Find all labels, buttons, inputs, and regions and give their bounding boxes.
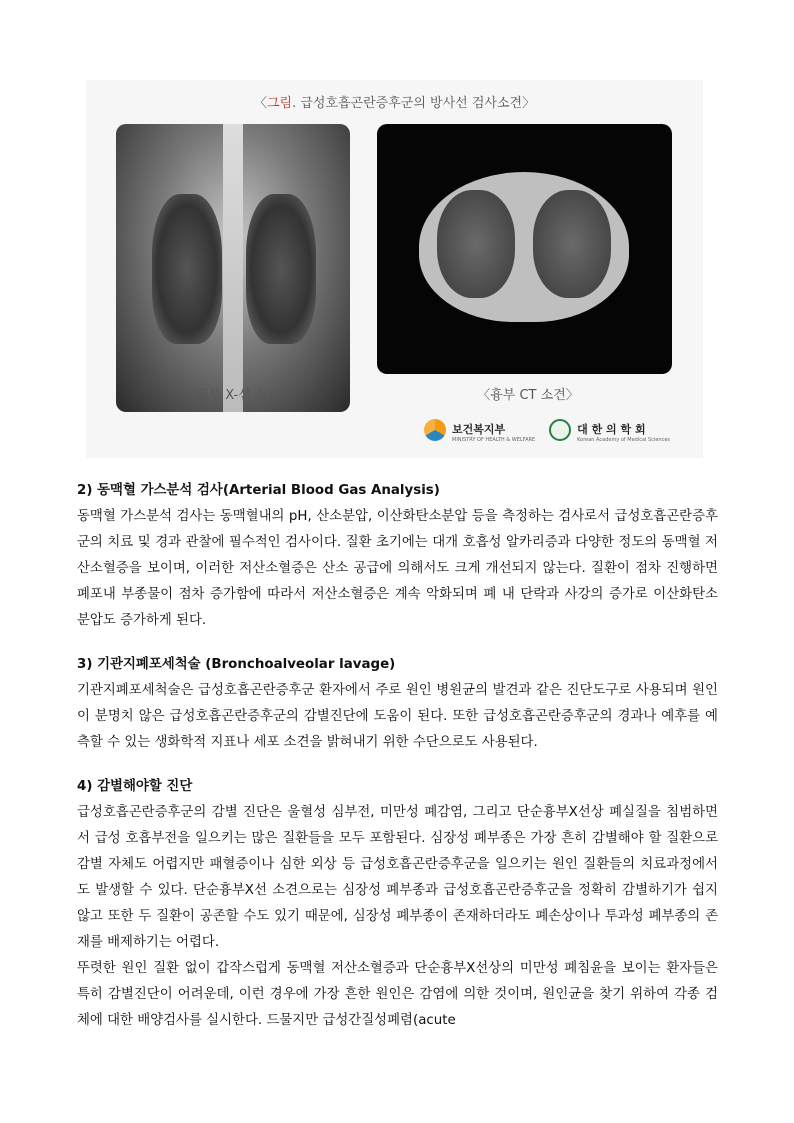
section-title: 3) 기관지폐포세척술 (Bronchoalveolar lavage) (77, 657, 396, 672)
paragraph: 뚜렷한 원인 질환 없이 갑작스럽게 동맥혈 저산소혈증과 단순흉부X선상의 미만성 폐침윤을 보이는 환자들은 특히 감별진단이 어려운데, 이런 경우에 가장 흔한 원인은 감염에 의한 것이며, 원인균을 찾기 위하여 각종 검체에 대한 배양검사를 실시한다. 드물지만 급성간질성폐렴(acute (77, 961, 718, 1028)
document-body (77, 478, 718, 1034)
figure-panel (86, 80, 703, 458)
ministry-logo-icon (424, 419, 446, 441)
paragraph: 기관지폐포세척술은 급성호흡곤란증후군 환자에서 주로 원인 병원균의 발견과 같은 진단도구로 사용되며 원인이 분명치 않은 급성호흡곤란증후군의 감별진단에 도움이 된다. 또한 급성호흡곤란증후군의 경과나 예후를 예측할 수 있는 생화학적 지표나 세포 소견을 밝혀내기 위한 수단으로도 사용된다. (77, 683, 718, 750)
paragraph: 급성호흡곤란증후군의 감별 진단은 울혈성 심부전, 미만성 폐감염, 그리고 단순흉부X선상 폐실질을 침범하면서 급성 호흡부전을 일으키는 많은 질환들을 모두 포함된다. 심장성 폐부종은 가장 흔히 감별해야 할 질환으로 감별 자체도 어렵지만 패혈증이나 심한 외상 등 급성호흡곤란증후군을 일으키는 원인 질환들의 치료과정에서도 발생할 수 있다. 단순흉부X선 소견으로는 심장성 폐부종과 급성호흡곤란증후군을 정확히 감별하기가 쉽지 않고 또한 두 질환이 공존할 수도 있기 때문에, 심장성 폐부종이 존재하더라도 폐손상이나 투과성 폐부종의 존재를 배제하기는 어렵다. (77, 805, 718, 950)
ct-caption: 〈흉부 CT 소견〉 (477, 388, 579, 403)
chest-xray-image (116, 124, 350, 412)
academy-logo: 대 한 의 학 회 Korean Academy of Medical Sciences (549, 418, 670, 443)
paragraph: 동맥혈 가스분석 검사는 동맥혈내의 pH, 산소분압, 이산화탄소분압 등을 측정하는 검사로서 급성호흡곤란증후군의 치료 및 경과 관찰에 필수적인 검사이다. 질환 초기에는 대개 호흡성 알카리증과 다양한 정도의 동맥혈 저산소혈증을 보이며, 이러한 저산소혈증은 산소 공급에 의해서도 크게 개선되지 않는다. 질환이 점차 진행하면 폐포내 부종물이 점차 증가함에 따라서 저산소혈증은 계속 악화되며 폐 내 단락과 사강의 증가로 이산화탄소 분압도 증가하게 된다. (77, 509, 718, 628)
figure-title: 〈그림. 급성호흡곤란증후군의 방사선 검사소견〉 (253, 96, 536, 111)
chest-ct-image (377, 124, 672, 374)
figure-title-highlight: 그림 (266, 96, 293, 111)
logos (424, 410, 670, 450)
ministry-logo: 보건복지부 MINISTRY OF HEALTH & WELFARE (424, 418, 535, 443)
section-title: 2) 동맥혈 가스분석 검사(Arterial Blood Gas Analysis) (77, 483, 440, 498)
section-title: 4) 감별해야할 진단 (77, 779, 193, 794)
academy-logo-icon (549, 419, 571, 441)
xray-caption: 〈흉부 X-선 소견〉 (182, 388, 293, 403)
